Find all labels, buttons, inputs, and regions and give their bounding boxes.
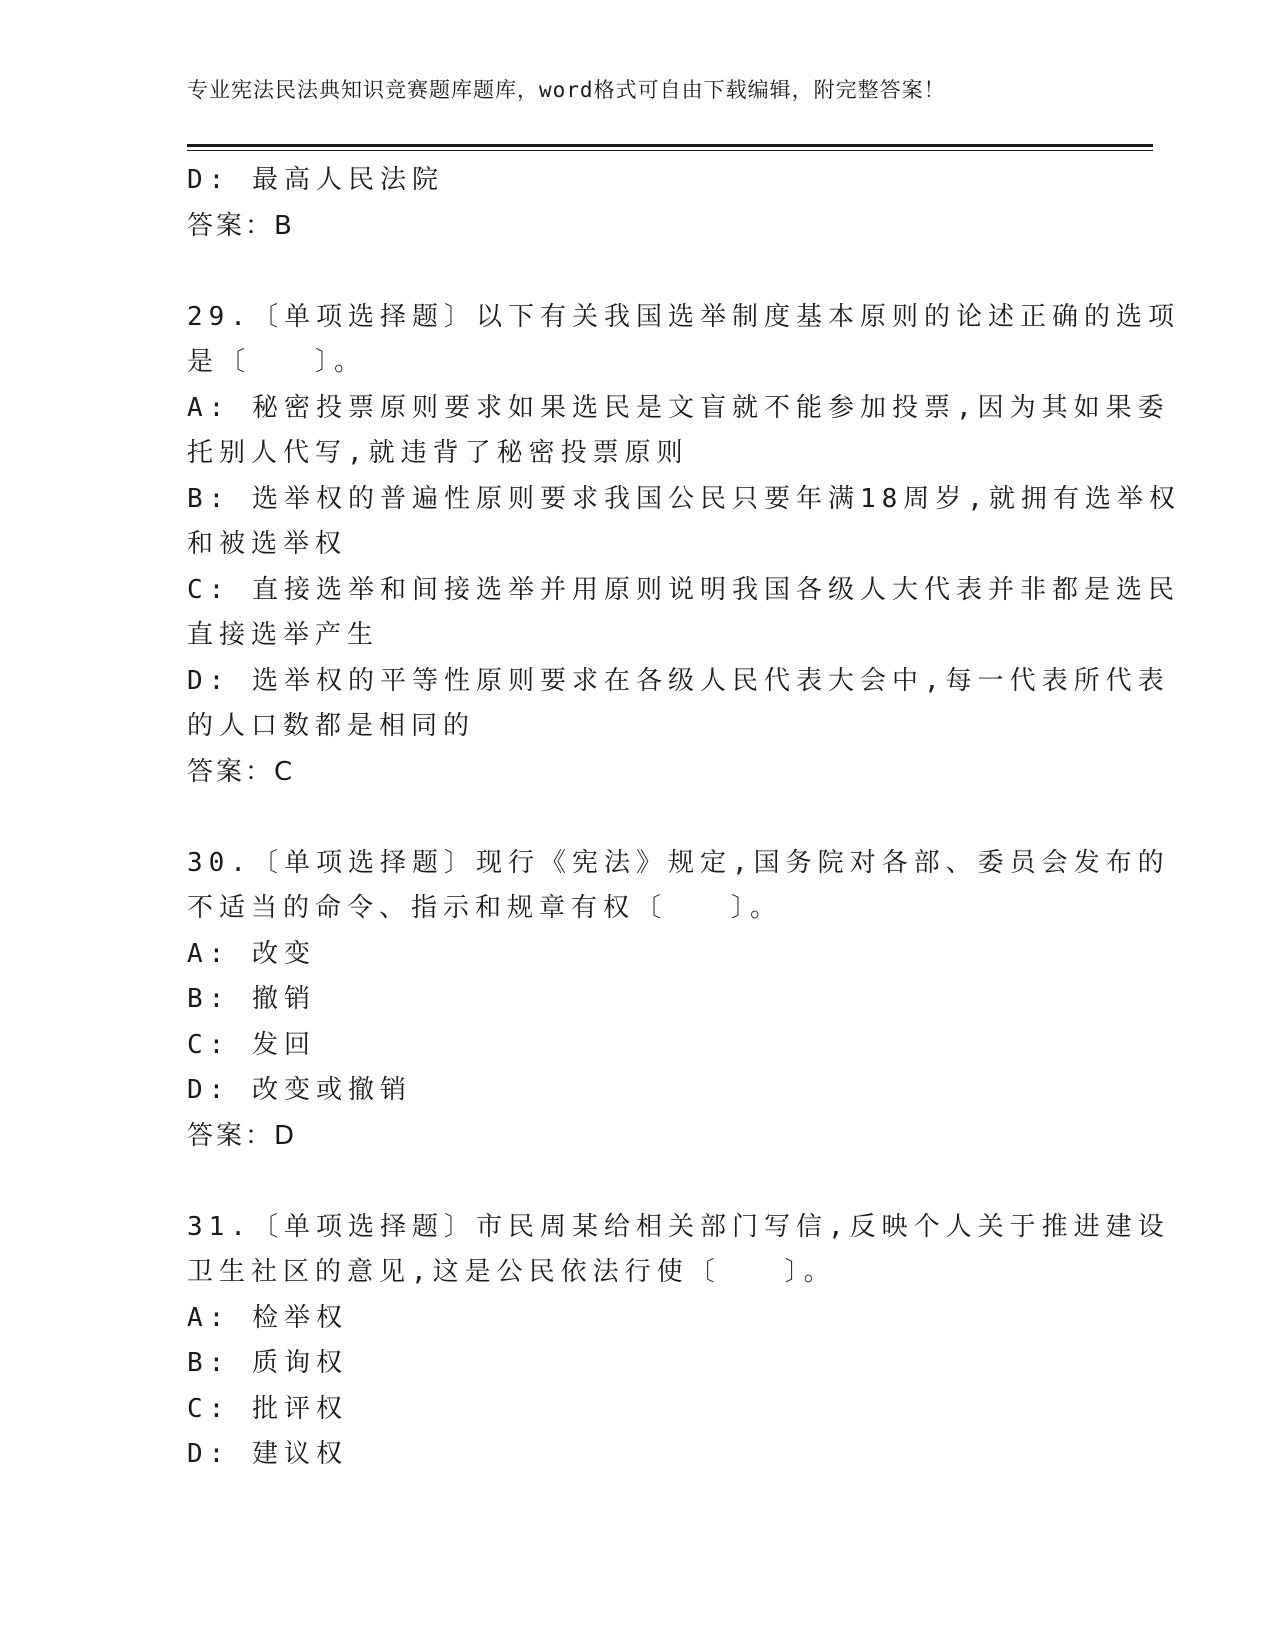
option-d: D: 建议权	[187, 1439, 348, 1469]
option-a: A: 秘密投票原则要求如果选民是文盲就不能参加投票,因为其如果委	[187, 392, 1170, 423]
option-d: D: 最高人民法院	[187, 165, 444, 195]
option-c: C: 批评权	[187, 1393, 348, 1424]
option-c: 直接选举产生	[187, 620, 380, 650]
question-content	[187, 158, 1181, 1478]
option-d: D: 改变或撤销	[187, 1075, 412, 1105]
spacer	[187, 1159, 1087, 1205]
question-stem: 31.〔单项选择题〕市民周某给相关部门写信,反映个人关于推进建设	[187, 1211, 1170, 1242]
answer-line: 答案：C	[187, 756, 296, 787]
option-c: C: 直接选举和间接选举并用原则说明我国各级人大代表并非都是选民	[187, 574, 1180, 605]
header-rule-thin	[187, 150, 1153, 151]
question-stem: 不适当的命令、指示和规章有权〔 〕。	[187, 893, 783, 923]
spacer	[187, 249, 1087, 295]
question-31	[187, 1205, 1170, 1478]
question-stem: 卫生社区的意见,这是公民依法行使〔 〕。	[187, 1257, 836, 1287]
option-b: B: 选举权的普遍性原则要求我国公民只要年满18周岁,就拥有选举权	[187, 483, 1181, 514]
option-a: 托别人代写,就违背了秘密投票原则	[187, 438, 689, 468]
page-header: 专业宪法民法典知识竞赛题库题库，word格式可自由下载编辑，附完整答案！	[187, 78, 946, 102]
question-stem: 是〔 〕。	[187, 347, 367, 377]
question-29	[187, 295, 1181, 796]
question-stem: 30.〔单项选择题〕现行《宪法》规定,国务院对各部、委员会发布的	[187, 847, 1170, 878]
option-a: A: 改变	[187, 938, 316, 969]
option-b: B: 撤销	[187, 984, 316, 1014]
answer-line: 答案：D	[187, 1120, 298, 1151]
option-d: 的人口数都是相同的	[187, 711, 476, 741]
answer-line: 答案：B	[187, 210, 295, 241]
option-a: A: 检举权	[187, 1302, 348, 1333]
spacer	[187, 795, 1087, 841]
option-c: C: 发回	[187, 1029, 316, 1060]
question-stem: 29.〔单项选择题〕以下有关我国选举制度基本原则的论述正确的选项	[187, 301, 1180, 332]
header-rule-thick	[187, 144, 1153, 147]
question-30	[187, 841, 1170, 1160]
option-b: 和被选举权	[187, 529, 348, 559]
option-d: D: 选举权的平等性原则要求在各级人民代表大会中,每一代表所代表	[187, 665, 1170, 696]
option-b: B: 质询权	[187, 1348, 348, 1378]
